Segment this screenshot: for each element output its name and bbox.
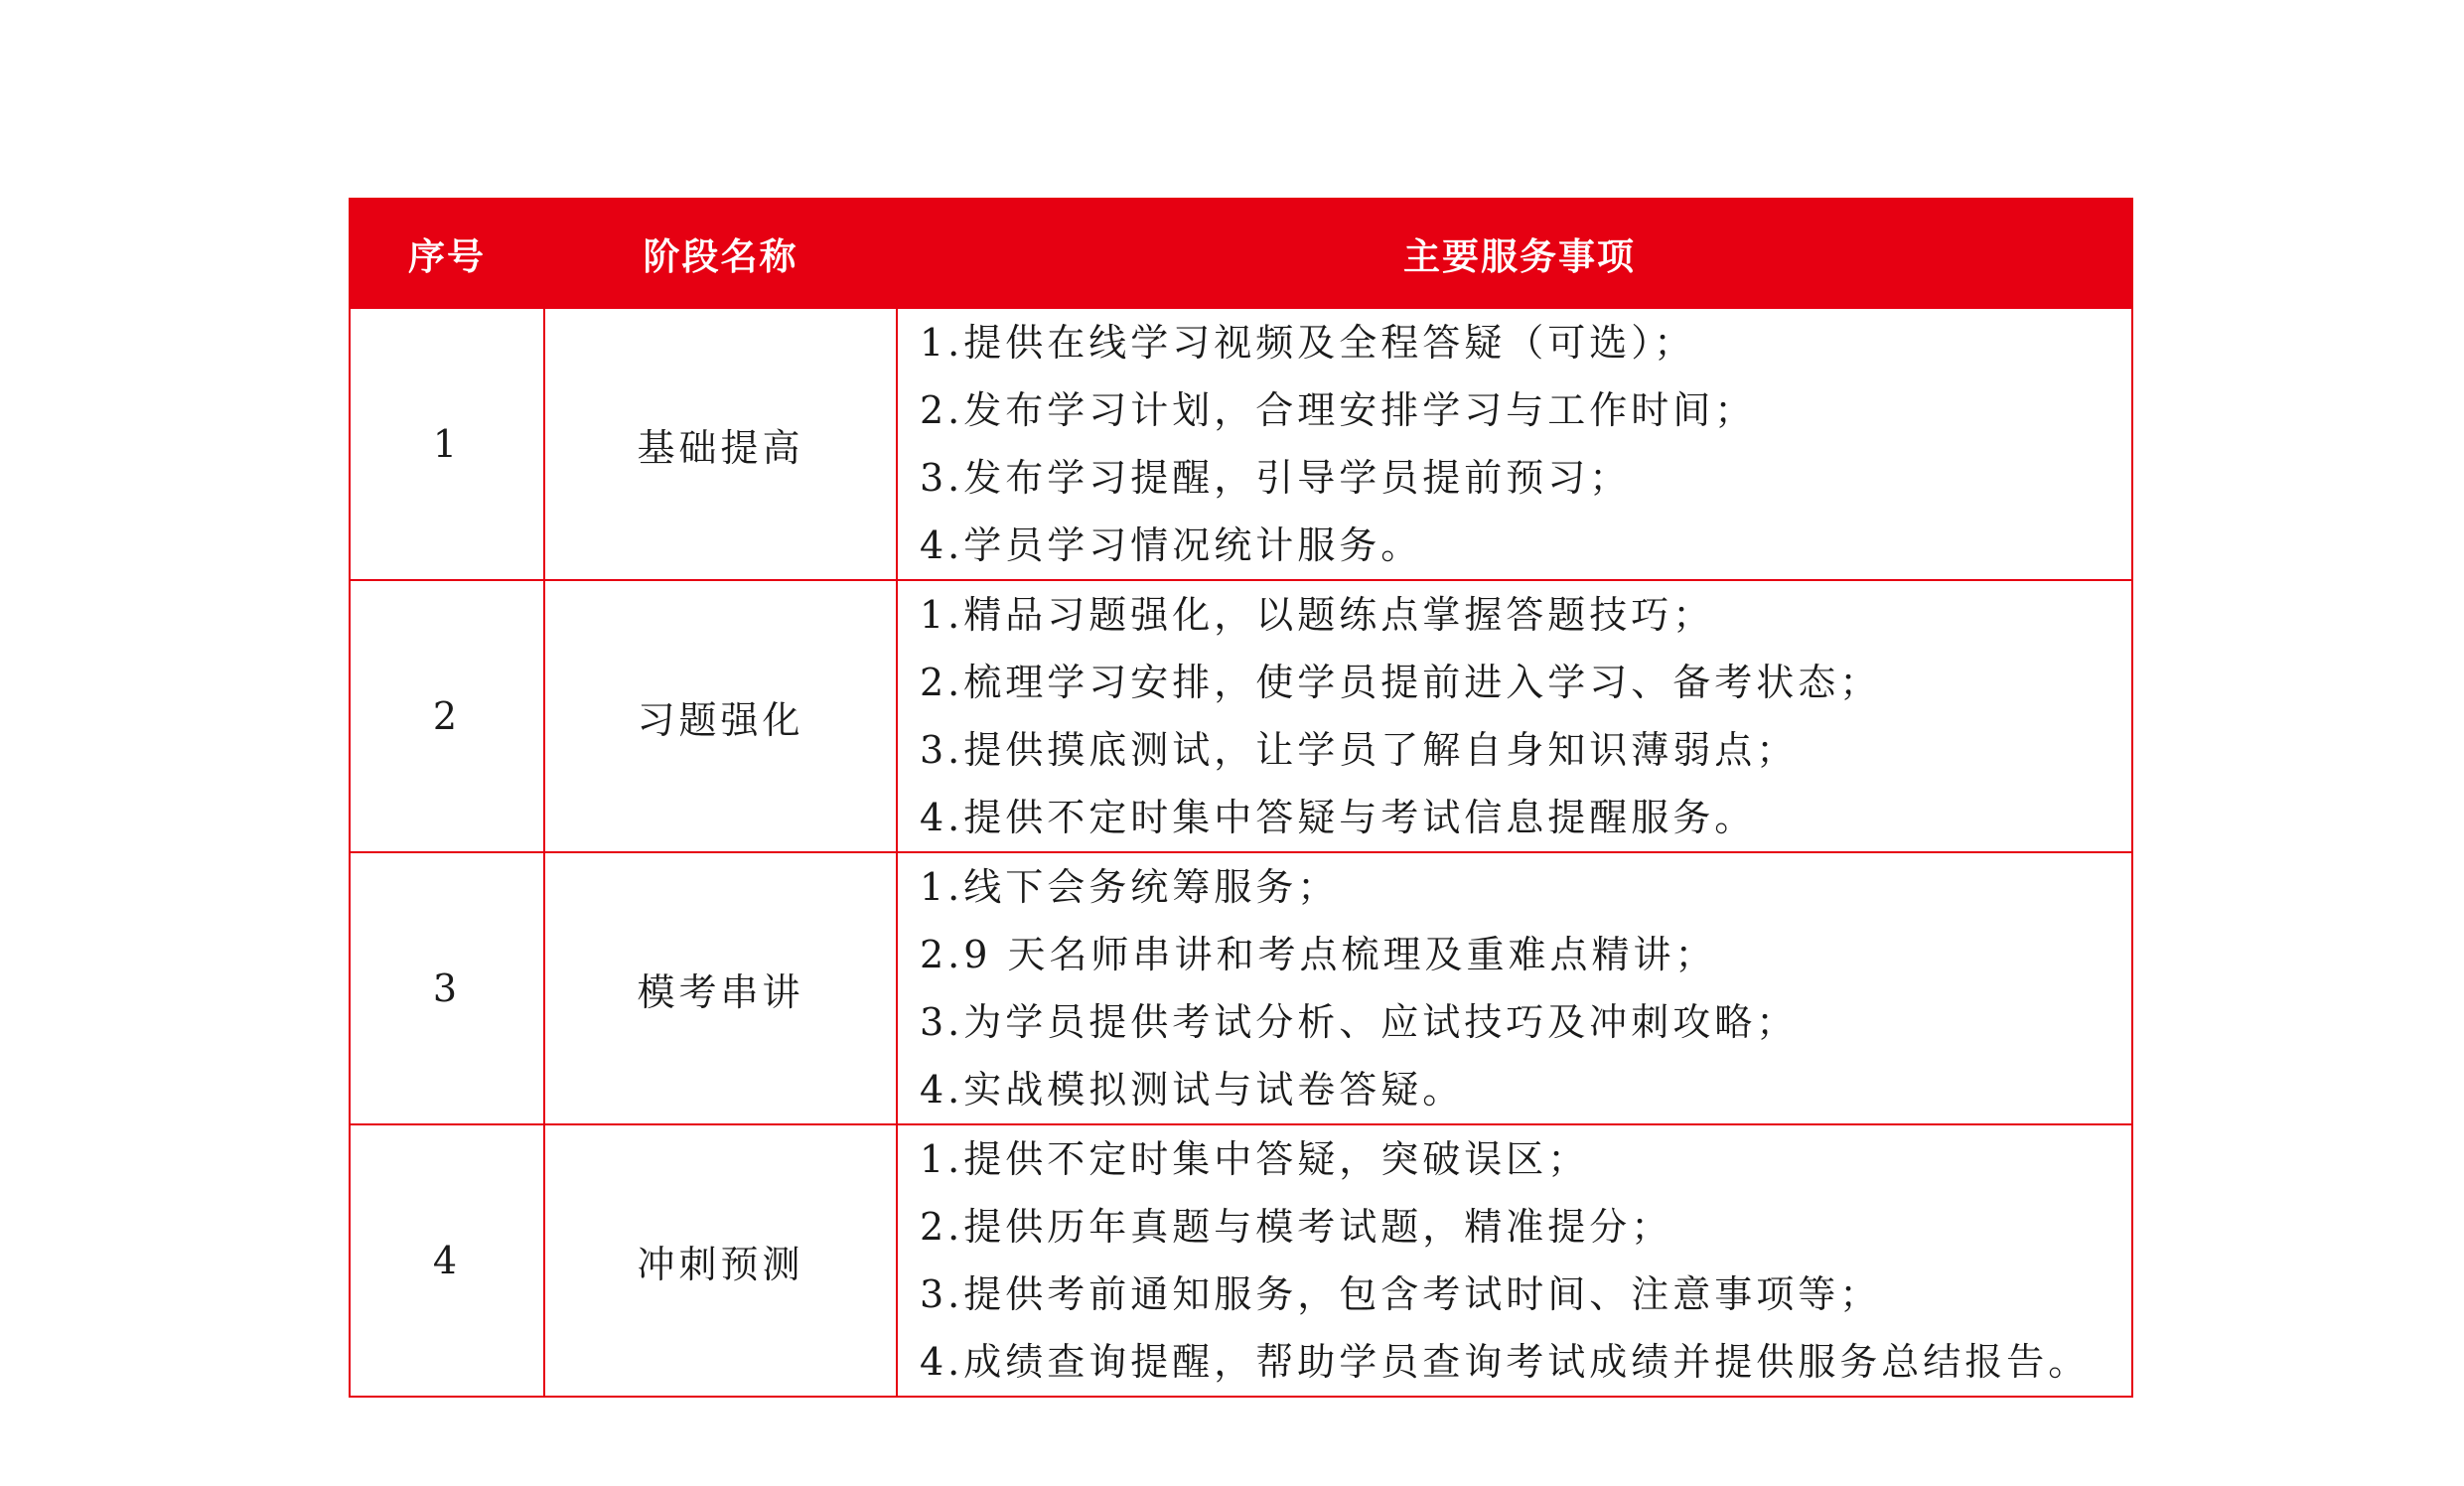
row-number: 2 — [350, 580, 544, 852]
service-items — [897, 580, 2132, 852]
row-number: 3 — [350, 852, 544, 1124]
service-item: 2.9 天名师串讲和考点梳理及重难点精讲； — [920, 933, 1717, 976]
table-row — [350, 1124, 2132, 1397]
table-row — [350, 308, 2132, 580]
row-number: 4 — [350, 1124, 544, 1397]
stage-name: 习题强化 — [544, 580, 897, 852]
header-number: 序号 — [350, 199, 544, 308]
service-item: 3.发布学习提醒，引导学员提前预习； — [920, 456, 1632, 500]
service-schedule-table — [349, 198, 2133, 1398]
service-items — [897, 1124, 2132, 1397]
row-number: 1 — [350, 308, 544, 580]
header-stage: 阶段名称 — [544, 199, 897, 308]
service-item: 3.提供考前通知服务，包含考试时间、注意事项等； — [920, 1272, 1882, 1316]
service-items — [897, 308, 2132, 580]
stage-name: 模考串讲 — [544, 852, 897, 1124]
service-item: 2.提供历年真题与模考试题，精准提分； — [920, 1205, 1673, 1249]
table-row — [350, 852, 2132, 1124]
service-item: 3.提供摸底测试，让学员了解自身知识薄弱点； — [920, 728, 1799, 772]
service-items — [897, 852, 2132, 1124]
service-item: 4.实战模拟测试与试卷答疑。 — [920, 1068, 1465, 1112]
table-row — [350, 580, 2132, 852]
service-item: 2.梳理学习安排，使学员提前进入学习、备考状态； — [920, 661, 1882, 704]
header-services: 主要服务事项 — [897, 199, 2132, 308]
stage-name: 冲刺预测 — [544, 1124, 897, 1397]
service-item: 4.学员学习情况统计服务。 — [920, 523, 1423, 567]
service-item: 2.发布学习计划，合理安排学习与工作时间； — [920, 388, 1757, 432]
service-item: 3.为学员提供考试分析、应试技巧及冲刺攻略； — [920, 1000, 1799, 1044]
service-item: 4.成绩查询提醒，帮助学员查询考试成绩并提供服务总结报告。 — [920, 1340, 2091, 1384]
table-header-row — [350, 199, 2132, 308]
service-item: 1.线下会务统筹服务； — [920, 865, 1340, 909]
stage-name: 基础提高 — [544, 308, 897, 580]
service-item: 4.提供不定时集中答疑与考试信息提醒服务。 — [920, 796, 1757, 839]
service-item: 1.提供在线学习视频及全程答疑（可选）； — [920, 321, 1696, 365]
service-item: 1.精品习题强化，以题练点掌握答题技巧； — [920, 593, 1715, 637]
service-item: 1.提供不定时集中答疑，突破误区； — [920, 1137, 1590, 1181]
